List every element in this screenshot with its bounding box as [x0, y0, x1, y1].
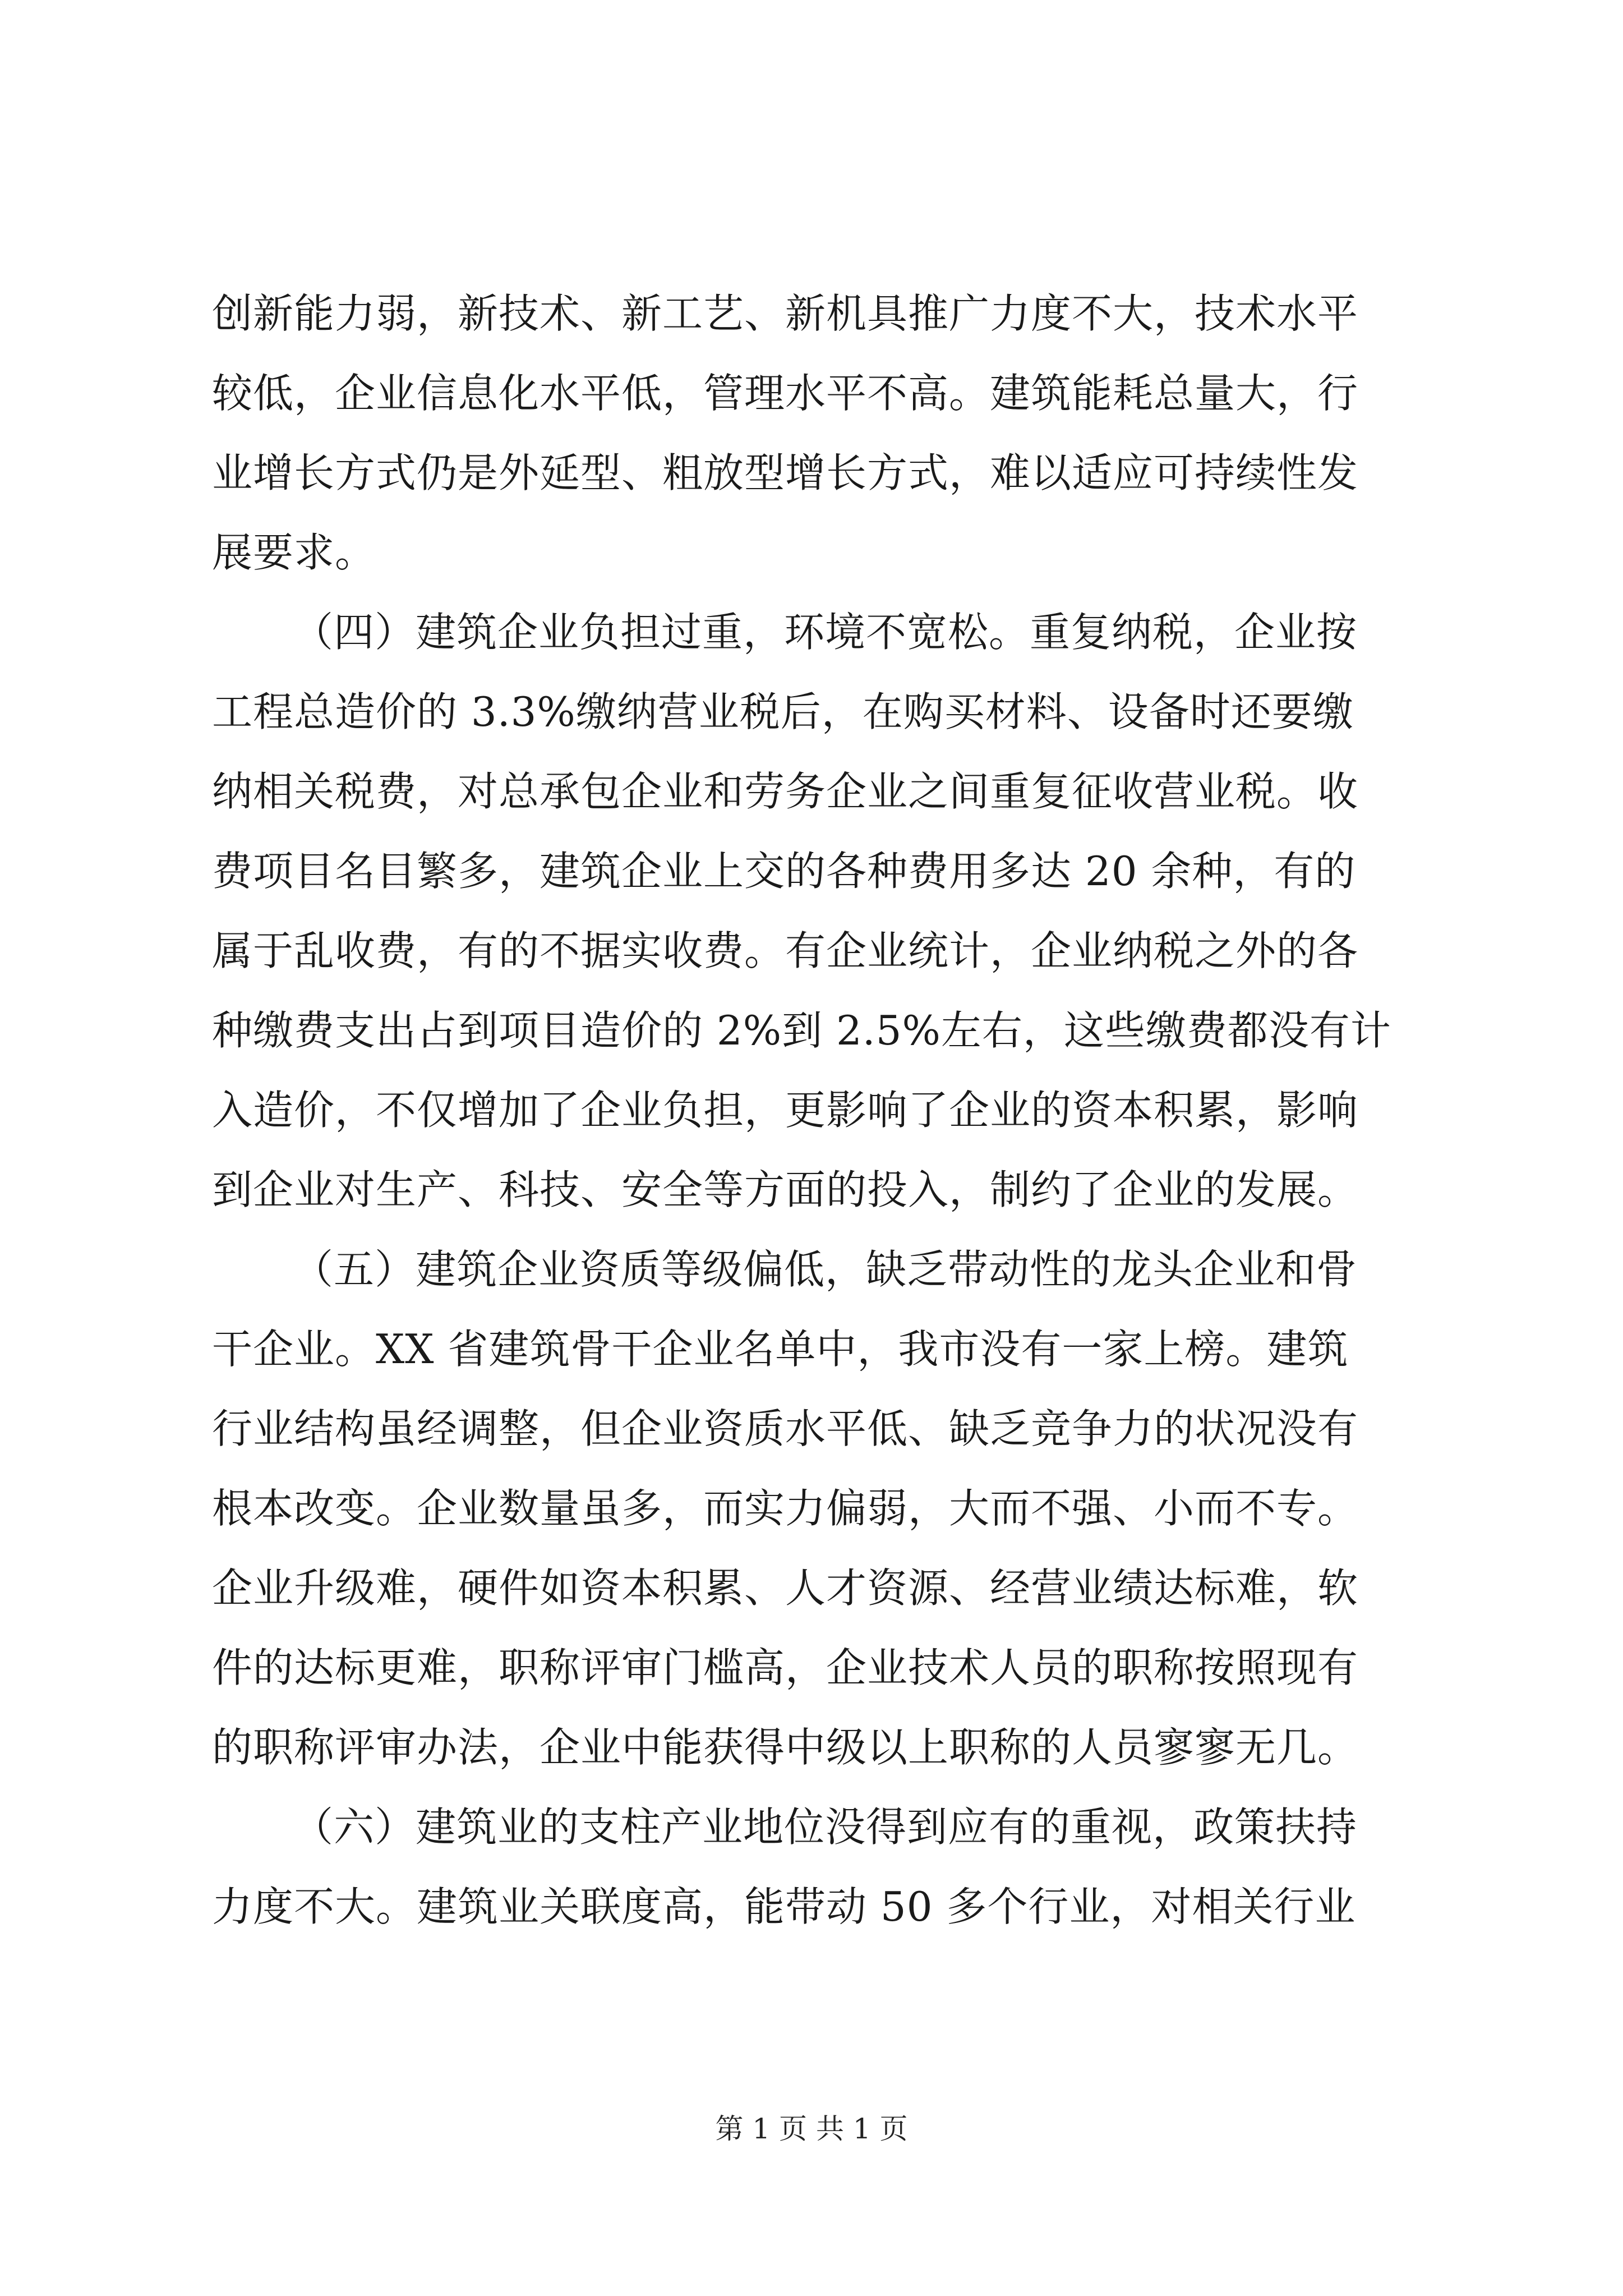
document-body — [212, 274, 1418, 1947]
paragraph-start-line: （四）建筑企业负担过重，环境不宽松。重复纳税，企业按 — [293, 609, 1358, 656]
text-line: 属于乱收费，有的不据实收费。有企业统计，企业纳税之外的各 — [212, 927, 1359, 974]
text-line: 种缴费支出占到项目造价的 2%到 2.5%左右，这些缴费都没有计 — [212, 1007, 1391, 1054]
text-line: 干企业。XX 省建筑骨干企业名单中，我市没有一家上榜。建筑 — [212, 1326, 1349, 1373]
text-line: 的职称评审办法，企业中能获得中级以上职称的人员寥寥无几。 — [212, 1724, 1359, 1771]
text-line: 较低，企业信息化水平低，管理水平不高。建筑能耗总量大，行 — [212, 370, 1359, 417]
paragraph-start-line: （六）建筑业的支柱产业地位没得到应有的重视，政策扶持 — [293, 1803, 1358, 1851]
page-number-footer: 第 1 页 共 1 页 — [715, 2113, 908, 2145]
text-line: 创新能力弱，新技术、新工艺、新机具推广力度不大，技术水平 — [212, 290, 1359, 337]
text-line: 入造价，不仅增加了企业负担，更影响了企业的资本积累，影响 — [212, 1087, 1359, 1134]
text-line: 企业升级难，硬件如资本积累、人才资源、经营业绩达标难，软 — [212, 1565, 1359, 1612]
text-line: 行业结构虽经调整，但企业资质水平低、缺乏竞争力的状况没有 — [212, 1405, 1359, 1452]
text-line: 工程总造价的 3.3%缴纳营业税后，在购买材料、设备时还要缴 — [212, 688, 1354, 735]
text-line: 根本改变。企业数量虽多，而实力偏弱，大而不强、小而不专。 — [212, 1485, 1359, 1532]
text-line: 业增长方式仍是外延型、粗放型增长方式，难以适应可持续性发 — [212, 449, 1359, 496]
paragraph-start-line: （五）建筑企业资质等级偏低，缺乏带动性的龙头企业和骨 — [293, 1246, 1358, 1293]
text-line: 纳相关税费，对总承包企业和劳务企业之间重复征收营业税。收 — [212, 768, 1359, 815]
text-line: 件的达标更难，职称评审门槛高，企业技术人员的职称按照现有 — [212, 1644, 1359, 1691]
text-line: 展要求。 — [212, 529, 376, 576]
text-line: 费项目名目繁多，建筑企业上交的各种费用多达 20 余种，有的 — [212, 848, 1356, 895]
text-line: 力度不大。建筑业关联度高，能带动 50 多个行业，对相关行业 — [212, 1883, 1356, 1930]
text-line: 到企业对生产、科技、安全等方面的投入，制约了企业的发展。 — [212, 1166, 1359, 1213]
